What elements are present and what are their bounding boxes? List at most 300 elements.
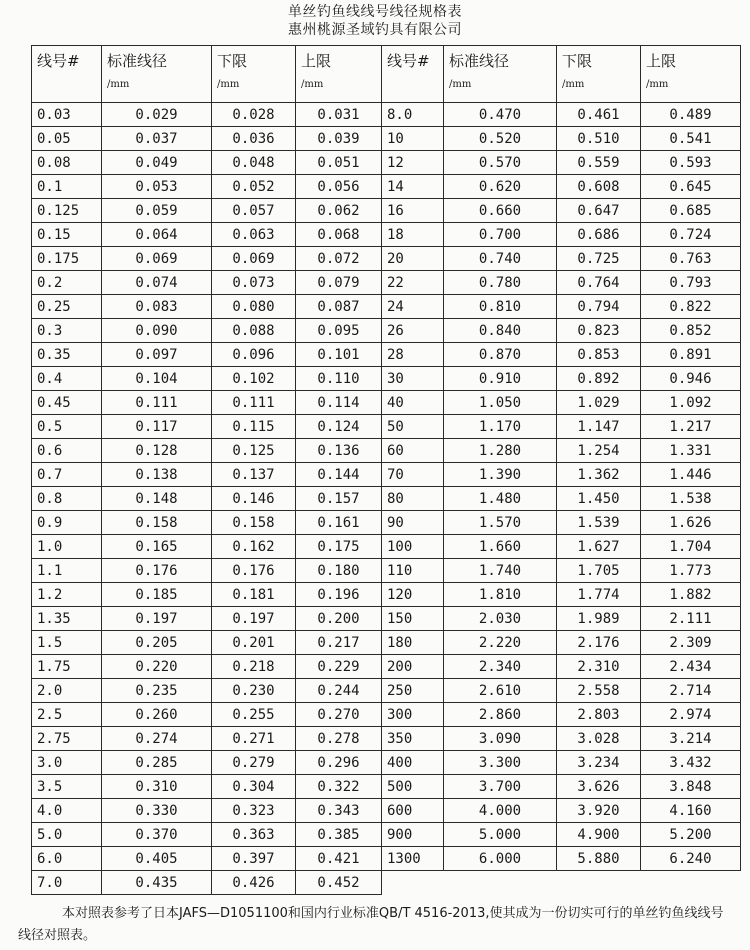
diameter-cell: 0.068 <box>296 223 382 247</box>
line-code-cell: 8.0 <box>382 103 444 127</box>
diameter-cell: 0.217 <box>296 631 382 655</box>
line-code-cell: 14 <box>382 175 444 199</box>
diameter-cell: 0.489 <box>641 103 741 127</box>
line-code-cell: 500 <box>382 775 444 799</box>
line-code-cell: 10 <box>382 127 444 151</box>
diameter-cell: 0.686 <box>557 223 641 247</box>
table-row <box>32 223 741 247</box>
diameter-cell: 2.111 <box>641 607 741 631</box>
line-code-cell: 4.0 <box>32 799 102 823</box>
diameter-cell: 6.240 <box>641 847 741 871</box>
diameter-cell: 0.053 <box>102 175 212 199</box>
line-code-cell: 0.3 <box>32 319 102 343</box>
diameter-cell: 0.244 <box>296 679 382 703</box>
diameter-cell: 0.270 <box>296 703 382 727</box>
diameter-cell: 1.704 <box>641 535 741 559</box>
line-code-cell: 300 <box>382 703 444 727</box>
diameter-cell: 1.810 <box>444 583 557 607</box>
diameter-cell: 0.114 <box>296 391 382 415</box>
diameter-cell: 1.050 <box>444 391 557 415</box>
line-code-cell: 80 <box>382 487 444 511</box>
diameter-cell: 0.115 <box>212 415 296 439</box>
diameter-cell: 0.064 <box>102 223 212 247</box>
diameter-cell: 2.558 <box>557 679 641 703</box>
line-code-cell: 0.8 <box>32 487 102 511</box>
diameter-cell: 1.331 <box>641 439 741 463</box>
diameter-cell: 0.426 <box>212 871 296 895</box>
diameter-cell: 0.111 <box>212 391 296 415</box>
empty-cell <box>557 871 641 895</box>
diameter-cell: 0.271 <box>212 727 296 751</box>
diameter-cell: 2.860 <box>444 703 557 727</box>
diameter-cell: 0.175 <box>296 535 382 559</box>
diameter-cell: 0.095 <box>296 319 382 343</box>
diameter-cell: 0.685 <box>641 199 741 223</box>
diameter-cell: 0.763 <box>641 247 741 271</box>
table-row <box>32 847 741 871</box>
diameter-cell: 1.539 <box>557 511 641 535</box>
line-code-cell: 6.0 <box>32 847 102 871</box>
header-std-right: 标准线径 /mm <box>444 46 557 103</box>
table-row <box>32 103 741 127</box>
diameter-cell: 0.285 <box>102 751 212 775</box>
header-code: 线号# <box>32 46 102 103</box>
diameter-cell: 0.031 <box>296 103 382 127</box>
diameter-cell: 1.092 <box>641 391 741 415</box>
line-code-cell: 0.25 <box>32 295 102 319</box>
header-low: 下限 /mm <box>212 46 296 103</box>
diameter-cell: 0.559 <box>557 151 641 175</box>
line-code-cell: 0.2 <box>32 271 102 295</box>
diameter-cell: 0.088 <box>212 319 296 343</box>
table-row <box>32 271 741 295</box>
table-row <box>32 679 741 703</box>
table-row <box>32 319 741 343</box>
diameter-cell: 3.090 <box>444 727 557 751</box>
diameter-cell: 0.435 <box>102 871 212 895</box>
diameter-cell: 2.176 <box>557 631 641 655</box>
table-row <box>32 871 741 895</box>
table-row <box>32 343 741 367</box>
line-code-cell: 250 <box>382 679 444 703</box>
diameter-cell: 0.870 <box>444 343 557 367</box>
diameter-cell: 0.541 <box>641 127 741 151</box>
line-code-cell: 12 <box>382 151 444 175</box>
line-code-cell: 24 <box>382 295 444 319</box>
diameter-cell: 1.480 <box>444 487 557 511</box>
diameter-cell: 0.128 <box>102 439 212 463</box>
diameter-cell: 0.725 <box>557 247 641 271</box>
line-code-cell: 26 <box>382 319 444 343</box>
diameter-cell: 0.570 <box>444 151 557 175</box>
diameter-cell: 0.048 <box>212 151 296 175</box>
line-code-cell: 600 <box>382 799 444 823</box>
diameter-cell: 2.309 <box>641 631 741 655</box>
diameter-cell: 1.660 <box>444 535 557 559</box>
diameter-cell: 0.310 <box>102 775 212 799</box>
diameter-cell: 0.822 <box>641 295 741 319</box>
table-row <box>32 391 741 415</box>
diameter-cell: 0.158 <box>102 511 212 535</box>
diameter-cell: 0.910 <box>444 367 557 391</box>
table-row <box>32 199 741 223</box>
line-code-cell: 900 <box>382 823 444 847</box>
diameter-cell: 0.304 <box>212 775 296 799</box>
line-code-cell: 2.0 <box>32 679 102 703</box>
table-row <box>32 703 741 727</box>
line-code-cell: 18 <box>382 223 444 247</box>
diameter-cell: 1.774 <box>557 583 641 607</box>
line-code-cell: 20 <box>382 247 444 271</box>
line-code-cell: 1.75 <box>32 655 102 679</box>
table-row <box>32 607 741 631</box>
diameter-cell: 0.197 <box>102 607 212 631</box>
diameter-cell: 2.030 <box>444 607 557 631</box>
diameter-cell: 0.296 <box>296 751 382 775</box>
empty-cell <box>641 871 741 895</box>
diameter-cell: 2.803 <box>557 703 641 727</box>
diameter-cell: 5.000 <box>444 823 557 847</box>
diameter-cell: 0.057 <box>212 199 296 223</box>
diameter-cell: 0.201 <box>212 631 296 655</box>
diameter-cell: 1.029 <box>557 391 641 415</box>
diameter-cell: 1.773 <box>641 559 741 583</box>
line-code-cell: 7.0 <box>32 871 102 895</box>
diameter-cell: 4.160 <box>641 799 741 823</box>
diameter-cell: 0.069 <box>212 247 296 271</box>
diameter-cell: 0.520 <box>444 127 557 151</box>
diameter-cell: 0.138 <box>102 463 212 487</box>
line-code-cell: 0.5 <box>32 415 102 439</box>
line-code-cell: 120 <box>382 583 444 607</box>
line-code-cell: 3.5 <box>32 775 102 799</box>
diameter-cell: 0.794 <box>557 295 641 319</box>
diameter-cell: 0.891 <box>641 343 741 367</box>
diameter-cell: 0.343 <box>296 799 382 823</box>
table-row <box>32 559 741 583</box>
table-row <box>32 823 741 847</box>
diameter-cell: 0.645 <box>641 175 741 199</box>
line-code-cell: 0.7 <box>32 463 102 487</box>
diameter-cell: 0.097 <box>102 343 212 367</box>
diameter-cell: 0.647 <box>557 199 641 223</box>
diameter-cell: 0.229 <box>296 655 382 679</box>
diameter-cell: 0.104 <box>102 367 212 391</box>
table-body <box>32 103 741 895</box>
line-code-cell: 1.5 <box>32 631 102 655</box>
line-code-cell: 0.6 <box>32 439 102 463</box>
line-code-cell: 0.4 <box>32 367 102 391</box>
diameter-cell: 6.000 <box>444 847 557 871</box>
diameter-cell: 0.853 <box>557 343 641 367</box>
diameter-cell: 0.074 <box>102 271 212 295</box>
diameter-cell: 0.069 <box>102 247 212 271</box>
footnote: 本对照表参考了日本JAFS—D1051100和国内行业标准QB/T 4516-2013,使其成为一份切实可行的单丝钓鱼线线号线径对照表。 <box>18 906 724 943</box>
diameter-cell: 0.029 <box>102 103 212 127</box>
diameter-cell: 0.158 <box>212 511 296 535</box>
diameter-cell: 0.137 <box>212 463 296 487</box>
line-code-cell: 0.1 <box>32 175 102 199</box>
line-code-cell: 2.75 <box>32 727 102 751</box>
diameter-cell: 3.700 <box>444 775 557 799</box>
diameter-cell: 0.165 <box>102 535 212 559</box>
table-row <box>32 175 741 199</box>
table-row <box>32 583 741 607</box>
table-row <box>32 631 741 655</box>
diameter-cell: 0.470 <box>444 103 557 127</box>
diameter-cell: 3.214 <box>641 727 741 751</box>
diameter-cell: 0.764 <box>557 271 641 295</box>
diameter-cell: 1.280 <box>444 439 557 463</box>
diameter-cell: 0.200 <box>296 607 382 631</box>
diameter-cell: 0.255 <box>212 703 296 727</box>
diameter-cell: 0.028 <box>212 103 296 127</box>
table-row <box>32 487 741 511</box>
diameter-cell: 3.234 <box>557 751 641 775</box>
line-code-cell: 0.15 <box>32 223 102 247</box>
line-code-cell: 1.0 <box>32 535 102 559</box>
line-code-cell: 100 <box>382 535 444 559</box>
line-code-cell: 90 <box>382 511 444 535</box>
diameter-cell: 1.217 <box>641 415 741 439</box>
diameter-cell: 0.125 <box>212 439 296 463</box>
diameter-cell: 3.848 <box>641 775 741 799</box>
diameter-cell: 0.724 <box>641 223 741 247</box>
diameter-cell: 0.700 <box>444 223 557 247</box>
diameter-cell: 3.028 <box>557 727 641 751</box>
empty-cell <box>382 871 444 895</box>
line-code-cell: 200 <box>382 655 444 679</box>
diameter-cell: 0.087 <box>296 295 382 319</box>
diameter-cell: 0.810 <box>444 295 557 319</box>
diameter-cell: 1.570 <box>444 511 557 535</box>
diameter-cell: 4.900 <box>557 823 641 847</box>
diameter-cell: 0.056 <box>296 175 382 199</box>
line-code-cell: 150 <box>382 607 444 631</box>
diameter-cell: 0.176 <box>212 559 296 583</box>
diameter-cell: 2.974 <box>641 703 741 727</box>
diameter-cell: 0.052 <box>212 175 296 199</box>
table-row <box>32 799 741 823</box>
diameter-cell: 0.780 <box>444 271 557 295</box>
spec-table <box>31 45 741 895</box>
diameter-cell: 0.279 <box>212 751 296 775</box>
diameter-cell: 0.608 <box>557 175 641 199</box>
diameter-cell: 0.793 <box>641 271 741 295</box>
diameter-cell: 0.117 <box>102 415 212 439</box>
diameter-cell: 0.196 <box>296 583 382 607</box>
diameter-cell: 0.278 <box>296 727 382 751</box>
diameter-cell: 0.260 <box>102 703 212 727</box>
diameter-cell: 0.852 <box>641 319 741 343</box>
diameter-cell: 1.147 <box>557 415 641 439</box>
header-high: 上限 /mm <box>296 46 382 103</box>
diameter-cell: 0.385 <box>296 823 382 847</box>
table-row <box>32 295 741 319</box>
line-code-cell: 22 <box>382 271 444 295</box>
diameter-cell: 2.310 <box>557 655 641 679</box>
line-code-cell: 70 <box>382 463 444 487</box>
line-code-cell: 0.03 <box>32 103 102 127</box>
diameter-cell: 0.740 <box>444 247 557 271</box>
table-row <box>32 367 741 391</box>
line-code-cell: 30 <box>382 367 444 391</box>
diameter-cell: 0.370 <box>102 823 212 847</box>
header-code-right: 线号# <box>382 46 444 103</box>
diameter-cell: 1.627 <box>557 535 641 559</box>
diameter-cell: 4.000 <box>444 799 557 823</box>
diameter-cell: 0.079 <box>296 271 382 295</box>
diameter-cell: 3.300 <box>444 751 557 775</box>
page-title: 单丝钓鱼线线号线径规格表 <box>288 4 462 20</box>
diameter-cell: 0.124 <box>296 415 382 439</box>
diameter-cell: 0.197 <box>212 607 296 631</box>
diameter-cell: 3.920 <box>557 799 641 823</box>
diameter-cell: 0.620 <box>444 175 557 199</box>
line-code-cell: 0.35 <box>32 343 102 367</box>
line-code-cell: 1.2 <box>32 583 102 607</box>
diameter-cell: 0.230 <box>212 679 296 703</box>
table-row <box>32 247 741 271</box>
diameter-cell: 1.446 <box>641 463 741 487</box>
diameter-cell: 0.274 <box>102 727 212 751</box>
diameter-cell: 0.892 <box>557 367 641 391</box>
diameter-cell: 0.510 <box>557 127 641 151</box>
company-name: 惠州桃源圣域钓具有限公司 <box>288 22 462 38</box>
diameter-cell: 1.170 <box>444 415 557 439</box>
diameter-cell: 2.434 <box>641 655 741 679</box>
diameter-cell: 0.397 <box>212 847 296 871</box>
diameter-cell: 0.080 <box>212 295 296 319</box>
line-code-cell: 0.45 <box>32 391 102 415</box>
table-row <box>32 127 741 151</box>
line-code-cell: 110 <box>382 559 444 583</box>
diameter-cell: 0.421 <box>296 847 382 871</box>
diameter-cell: 0.144 <box>296 463 382 487</box>
table-row <box>32 415 741 439</box>
line-code-cell: 1.35 <box>32 607 102 631</box>
diameter-cell: 2.714 <box>641 679 741 703</box>
table-row <box>32 511 741 535</box>
diameter-cell: 0.157 <box>296 487 382 511</box>
table-row <box>32 535 741 559</box>
line-code-cell: 5.0 <box>32 823 102 847</box>
header-std: 标准线径 /mm <box>102 46 212 103</box>
diameter-cell: 0.136 <box>296 439 382 463</box>
line-code-cell: 400 <box>382 751 444 775</box>
table-row <box>32 727 741 751</box>
table-row <box>32 463 741 487</box>
diameter-cell: 5.880 <box>557 847 641 871</box>
diameter-cell: 0.037 <box>102 127 212 151</box>
diameter-cell: 0.090 <box>102 319 212 343</box>
diameter-cell: 1.882 <box>641 583 741 607</box>
header-low-right: 下限 /mm <box>557 46 641 103</box>
line-code-cell: 0.9 <box>32 511 102 535</box>
diameter-cell: 0.218 <box>212 655 296 679</box>
diameter-cell: 0.181 <box>212 583 296 607</box>
diameter-cell: 1.538 <box>641 487 741 511</box>
table-row <box>32 655 741 679</box>
diameter-cell: 1.254 <box>557 439 641 463</box>
diameter-cell: 0.072 <box>296 247 382 271</box>
diameter-cell: 2.220 <box>444 631 557 655</box>
diameter-cell: 0.823 <box>557 319 641 343</box>
diameter-cell: 0.461 <box>557 103 641 127</box>
line-code-cell: 350 <box>382 727 444 751</box>
line-code-cell: 2.5 <box>32 703 102 727</box>
diameter-cell: 0.039 <box>296 127 382 151</box>
table-row <box>32 439 741 463</box>
diameter-cell: 0.322 <box>296 775 382 799</box>
diameter-cell: 5.200 <box>641 823 741 847</box>
line-code-cell: 50 <box>382 415 444 439</box>
diameter-cell: 0.330 <box>102 799 212 823</box>
diameter-cell: 0.062 <box>296 199 382 223</box>
diameter-cell: 0.840 <box>444 319 557 343</box>
line-code-cell: 3.0 <box>32 751 102 775</box>
diameter-cell: 1.705 <box>557 559 641 583</box>
diameter-cell: 0.176 <box>102 559 212 583</box>
diameter-cell: 0.102 <box>212 367 296 391</box>
table-row <box>32 151 741 175</box>
diameter-cell: 0.323 <box>212 799 296 823</box>
line-code-cell: 40 <box>382 391 444 415</box>
diameter-cell: 0.180 <box>296 559 382 583</box>
diameter-cell: 0.593 <box>641 151 741 175</box>
empty-cell <box>444 871 557 895</box>
diameter-cell: 1.362 <box>557 463 641 487</box>
diameter-cell: 1.989 <box>557 607 641 631</box>
line-code-cell: 1300 <box>382 847 444 871</box>
line-code-cell: 0.175 <box>32 247 102 271</box>
diameter-cell: 1.626 <box>641 511 741 535</box>
diameter-cell: 0.049 <box>102 151 212 175</box>
diameter-cell: 0.051 <box>296 151 382 175</box>
diameter-cell: 0.660 <box>444 199 557 223</box>
diameter-cell: 0.452 <box>296 871 382 895</box>
diameter-cell: 0.111 <box>102 391 212 415</box>
diameter-cell: 0.220 <box>102 655 212 679</box>
line-code-cell: 0.08 <box>32 151 102 175</box>
table-row <box>32 751 741 775</box>
diameter-cell: 0.146 <box>212 487 296 511</box>
diameter-cell: 0.161 <box>296 511 382 535</box>
diameter-cell: 0.063 <box>212 223 296 247</box>
diameter-cell: 0.405 <box>102 847 212 871</box>
table-row <box>32 775 741 799</box>
diameter-cell: 0.083 <box>102 295 212 319</box>
diameter-cell: 1.450 <box>557 487 641 511</box>
diameter-cell: 2.610 <box>444 679 557 703</box>
diameter-cell: 0.101 <box>296 343 382 367</box>
line-code-cell: 60 <box>382 439 444 463</box>
line-code-cell: 16 <box>382 199 444 223</box>
diameter-cell: 0.148 <box>102 487 212 511</box>
line-code-cell: 0.125 <box>32 199 102 223</box>
diameter-cell: 0.185 <box>102 583 212 607</box>
diameter-cell: 0.059 <box>102 199 212 223</box>
line-code-cell: 28 <box>382 343 444 367</box>
diameter-cell: 0.363 <box>212 823 296 847</box>
diameter-cell: 0.235 <box>102 679 212 703</box>
diameter-cell: 3.626 <box>557 775 641 799</box>
diameter-cell: 0.205 <box>102 631 212 655</box>
line-code-cell: 1.1 <box>32 559 102 583</box>
line-code-cell: 180 <box>382 631 444 655</box>
diameter-cell: 0.110 <box>296 367 382 391</box>
header-high-right: 上限 /mm <box>641 46 741 103</box>
